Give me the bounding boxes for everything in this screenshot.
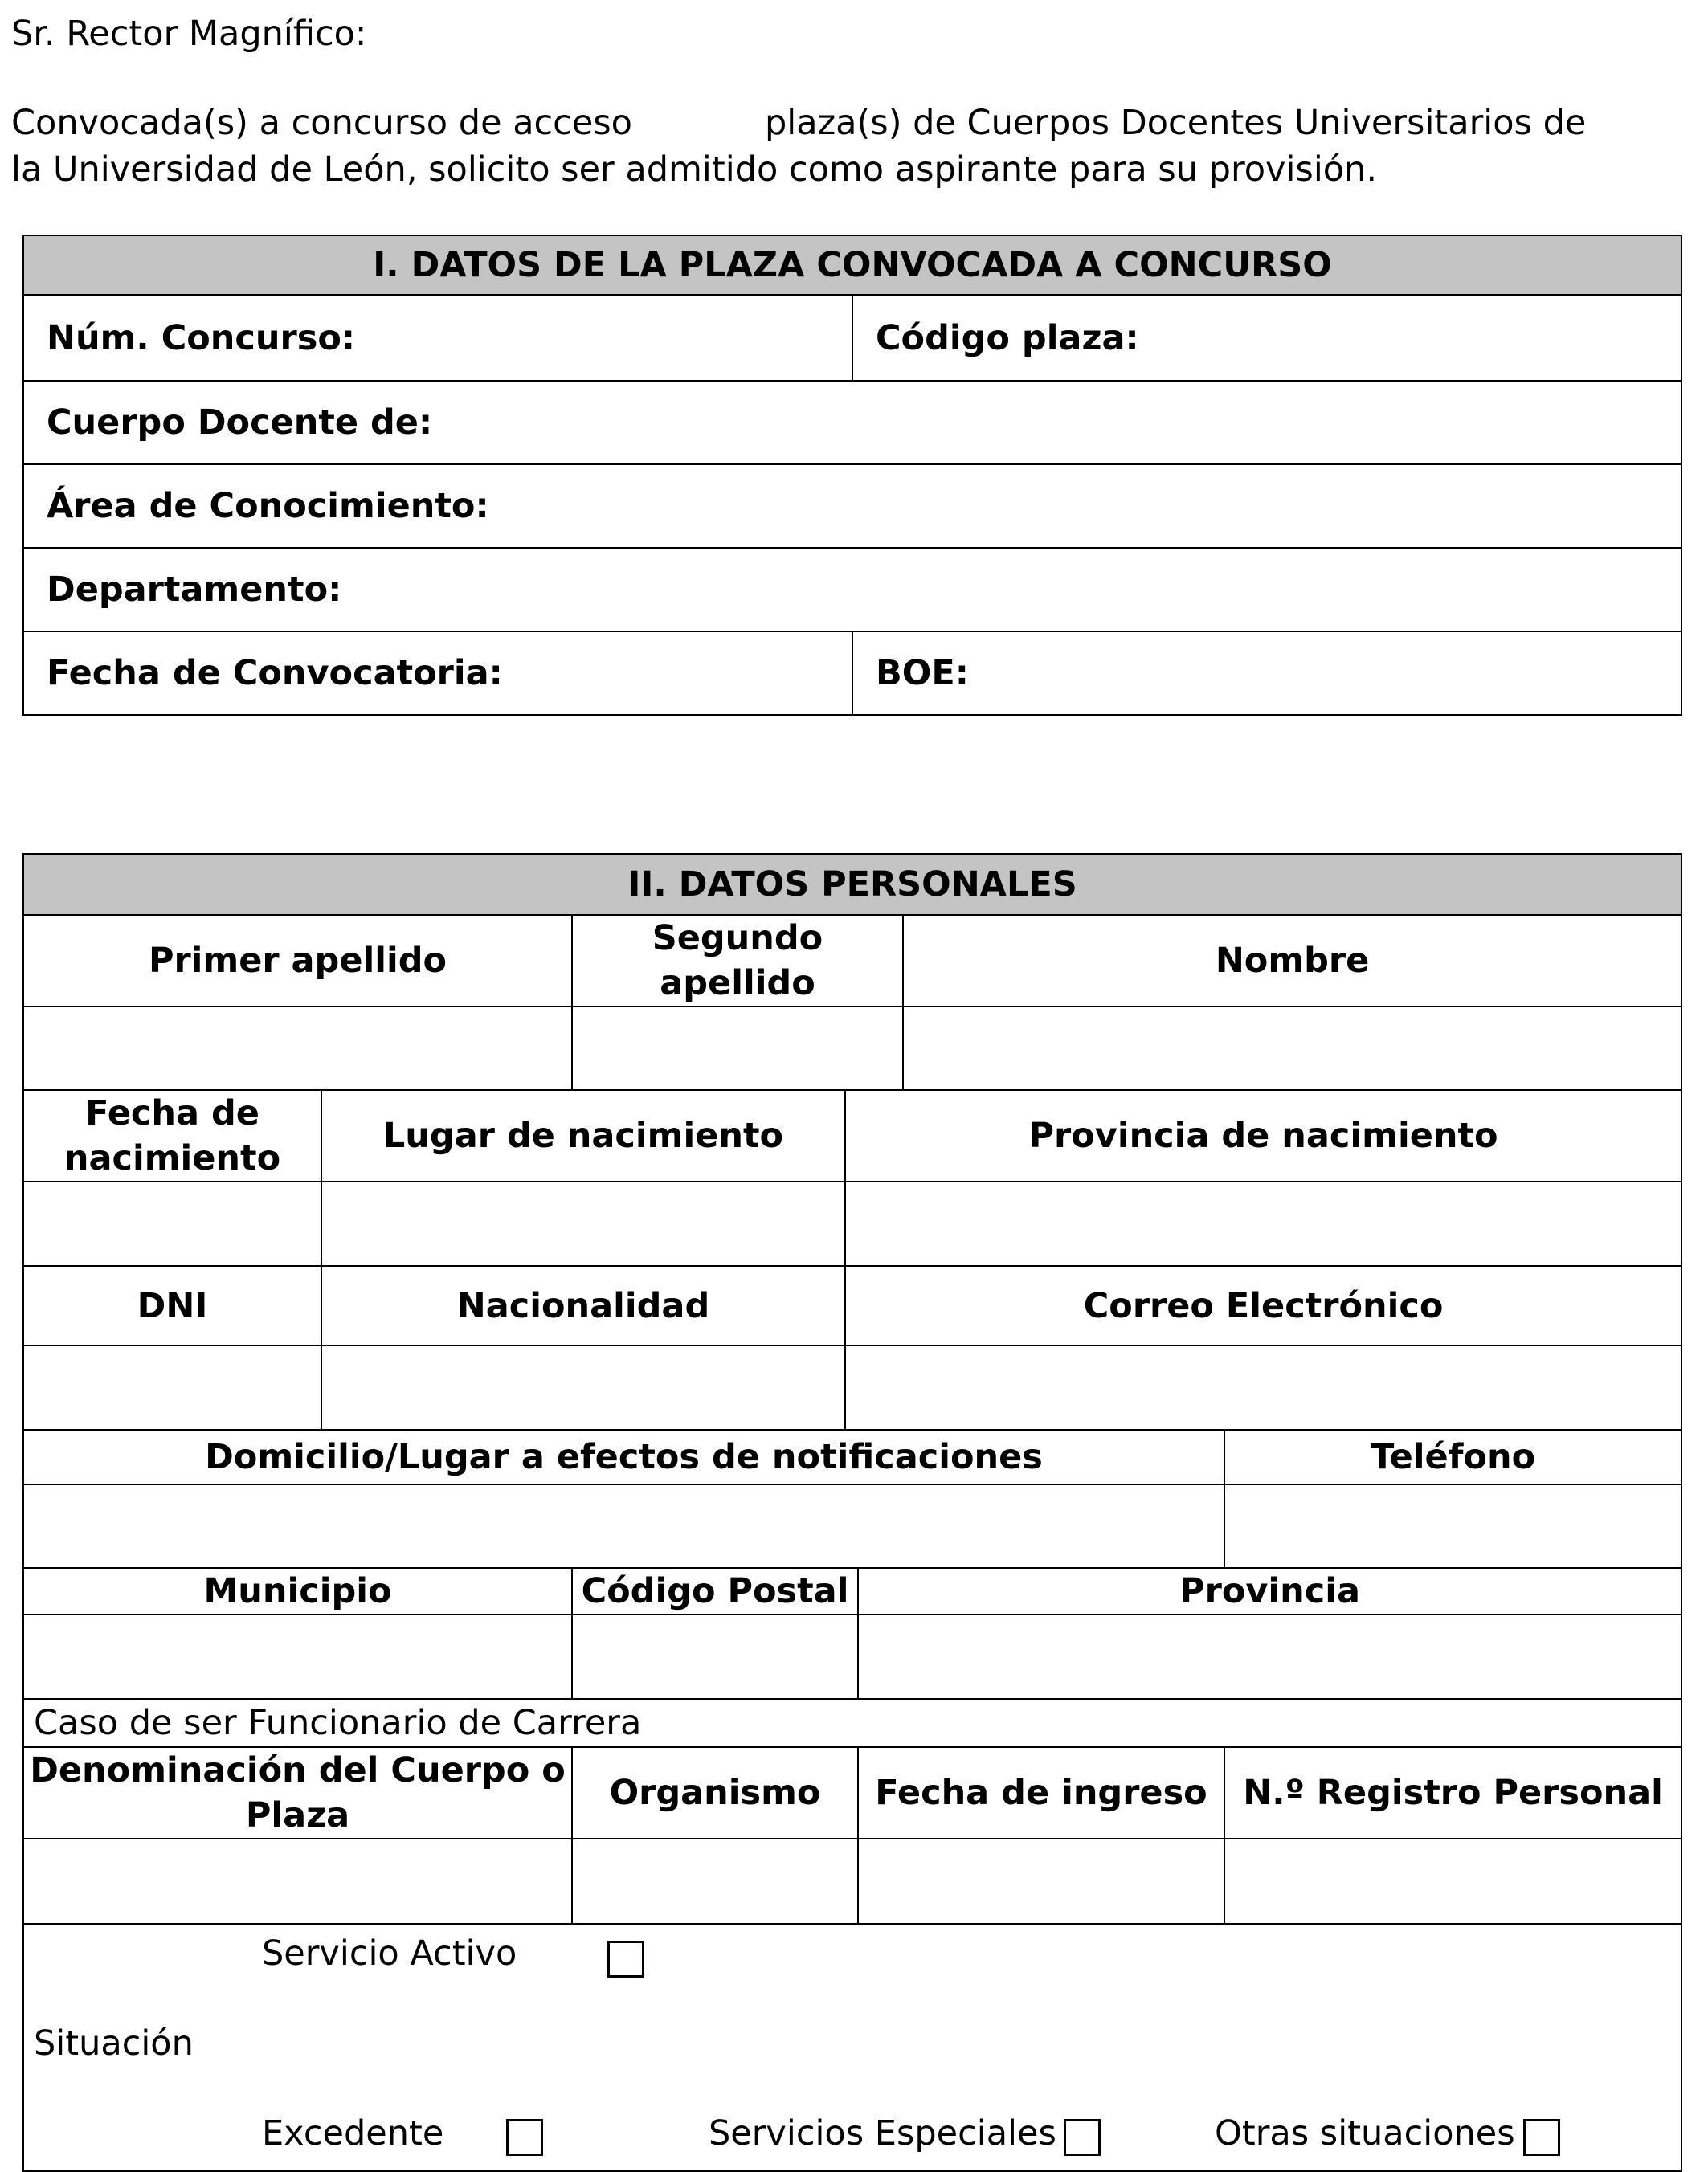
section-plaza-table bbox=[22, 235, 1682, 716]
section-plaza-title: I. DATOS DE LA PLAZA CONVOCADA A CONCURSO bbox=[23, 235, 1681, 295]
domicilio-label: Domicilio/Lugar a efectos de notificaciones bbox=[23, 1430, 1224, 1484]
dni-label: DNI bbox=[23, 1266, 321, 1345]
domicilio-input[interactable] bbox=[23, 1484, 1224, 1568]
correo-input[interactable] bbox=[845, 1345, 1681, 1430]
departamento-field[interactable]: Departamento: bbox=[23, 548, 1681, 631]
codigo-plaza-field[interactable]: Código plaza: bbox=[852, 295, 1681, 381]
servicios-especiales-checkbox[interactable] bbox=[1064, 2119, 1101, 2156]
section-personal-table bbox=[22, 853, 1682, 2172]
codigo-postal-input[interactable] bbox=[572, 1615, 858, 1699]
fecha-convocatoria-field[interactable]: Fecha de Convocatoria: bbox=[23, 631, 852, 715]
provincia-nacimiento-input[interactable] bbox=[845, 1182, 1681, 1266]
nacionalidad-label: Nacionalidad bbox=[321, 1266, 845, 1345]
cuerpo-docente-field[interactable]: Cuerpo Docente de: bbox=[23, 381, 1681, 464]
provincia-input[interactable] bbox=[858, 1615, 1681, 1699]
servicios-especiales-label: Servicios Especiales bbox=[709, 2113, 1056, 2154]
segundo-apellido-label: Segundo apellido bbox=[572, 915, 903, 1006]
area-conocimiento-field[interactable]: Área de Conocimiento: bbox=[23, 464, 1681, 548]
nacionalidad-input[interactable] bbox=[321, 1345, 845, 1430]
organismo-label: Organismo bbox=[572, 1747, 858, 1839]
otras-situaciones-label: Otras situaciones bbox=[1215, 2113, 1515, 2154]
registro-personal-input[interactable] bbox=[1224, 1839, 1681, 1924]
intro-text-2: plaza(s) de Cuerpos Docentes Universitarios de bbox=[765, 103, 1587, 143]
fecha-ingreso-label: Fecha de ingreso bbox=[858, 1747, 1224, 1839]
intro-text-3: la Universidad de León, solicito ser admitido como aspirante para su provisión. bbox=[11, 149, 1377, 190]
lugar-nacimiento-label: Lugar de nacimiento bbox=[321, 1090, 845, 1182]
greeting: Sr. Rector Magnífico: bbox=[11, 14, 367, 54]
dni-input[interactable] bbox=[23, 1345, 321, 1430]
num-concurso-field[interactable]: Núm. Concurso: bbox=[23, 295, 852, 381]
provincia-nacimiento-label: Provincia de nacimiento bbox=[845, 1090, 1681, 1182]
situacion-label: Situación bbox=[34, 2023, 194, 2064]
fecha-nacimiento-input[interactable] bbox=[23, 1182, 321, 1266]
otras-situaciones-option[interactable] bbox=[1523, 2113, 1560, 2158]
primer-apellido-label: Primer apellido bbox=[23, 915, 572, 1006]
excedente-option[interactable] bbox=[506, 2113, 543, 2158]
section-personal-title: II. DATOS PERSONALES bbox=[23, 854, 1681, 915]
servicios-especiales-option[interactable] bbox=[1064, 2113, 1101, 2158]
excedente-label: Excedente bbox=[262, 2113, 444, 2154]
servicio-activo-checkbox[interactable] bbox=[607, 1941, 644, 1978]
municipio-input[interactable] bbox=[23, 1615, 572, 1699]
codigo-postal-label: Código Postal bbox=[572, 1568, 858, 1615]
boe-field[interactable]: BOE: bbox=[852, 631, 1681, 715]
nombre-label: Nombre bbox=[903, 915, 1681, 1006]
primer-apellido-input[interactable] bbox=[23, 1006, 572, 1090]
servicio-activo-label: Servicio Activo bbox=[262, 1933, 517, 1974]
denominacion-label: Denominación del Cuerpo o Plaza bbox=[23, 1747, 572, 1839]
intro-paragraph bbox=[11, 100, 1698, 193]
fecha-nacimiento-label: Fecha de nacimiento bbox=[23, 1090, 321, 1182]
fecha-ingreso-input[interactable] bbox=[858, 1839, 1224, 1924]
telefono-label: Teléfono bbox=[1224, 1430, 1681, 1484]
excedente-checkbox[interactable] bbox=[506, 2119, 543, 2156]
telefono-input[interactable] bbox=[1224, 1484, 1681, 1568]
registro-personal-label: N.º Registro Personal bbox=[1224, 1747, 1681, 1839]
funcionario-caption: Caso de ser Funcionario de Carrera bbox=[23, 1699, 1681, 1747]
servicio-activo-option[interactable] bbox=[607, 1934, 644, 1979]
segundo-apellido-input[interactable] bbox=[572, 1006, 903, 1090]
municipio-label: Municipio bbox=[23, 1568, 572, 1615]
provincia-label: Provincia bbox=[858, 1568, 1681, 1615]
organismo-input[interactable] bbox=[572, 1839, 858, 1924]
denominacion-input[interactable] bbox=[23, 1839, 572, 1924]
correo-label: Correo Electrónico bbox=[845, 1266, 1681, 1345]
nombre-input[interactable] bbox=[903, 1006, 1681, 1090]
lugar-nacimiento-input[interactable] bbox=[321, 1182, 845, 1266]
situacion-cell bbox=[23, 1924, 1681, 2171]
intro-text-1: Convocada(s) a concurso de acceso bbox=[11, 103, 632, 143]
otras-situaciones-checkbox[interactable] bbox=[1523, 2119, 1560, 2156]
